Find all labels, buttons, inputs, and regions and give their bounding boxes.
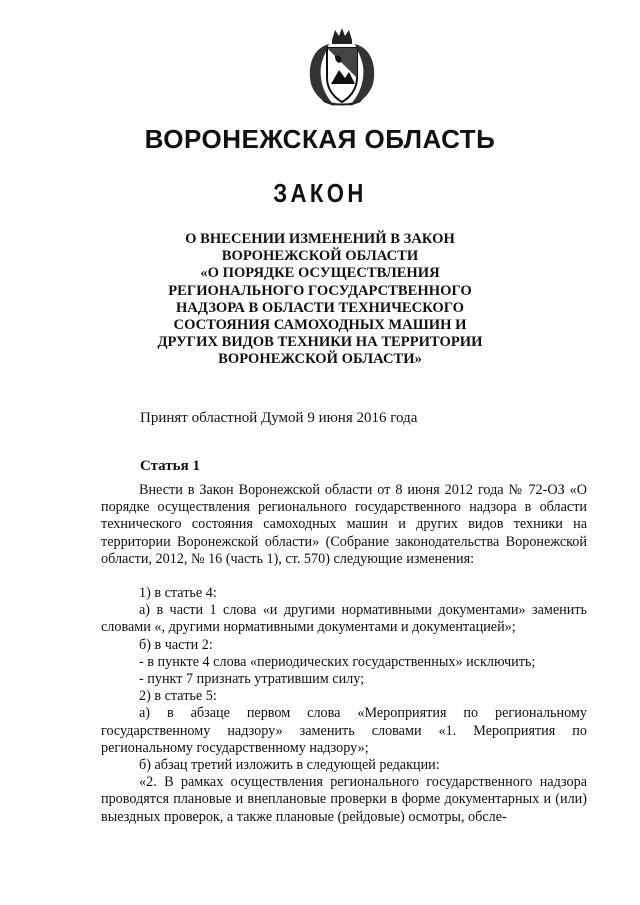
- paragraph: б) в части 2:: [139, 636, 213, 653]
- subject-line: ДРУГИХ ВИДОВ ТЕХНИКИ НА ТЕРРИТОРИИ: [157, 334, 483, 351]
- subject-line: ВОРОНЕЖСКОЙ ОБЛАСТИ: [221, 248, 419, 265]
- adoption-note: Принят областной Думой 9 июня 2016 года: [140, 410, 418, 426]
- law-title: ЗАКОН: [273, 178, 367, 208]
- paragraph: 2) в статье 5:: [139, 688, 217, 705]
- paragraph: - в пункте 4 слова «периодических государственных» исключить;: [139, 653, 536, 670]
- paragraph: а) в абзаце первом слова «Мероприятия по региональному государственному надзору» заменить словами «1. Мероприятия по региональному государственному надзору»;: [101, 705, 587, 756]
- coat-of-arms-icon: [299, 26, 385, 112]
- subject-line: «О ПОРЯДКЕ ОСУЩЕСТВЛЕНИЯ: [200, 265, 440, 282]
- subject-line: ВОРОНЕЖСКОЙ ОБЛАСТИ»: [218, 351, 422, 368]
- law-subject: [80, 231, 560, 369]
- paragraph: - пункт 7 признать утратившим силу;: [139, 671, 365, 688]
- subject-line: РЕГИОНАЛЬНОГО ГОСУДАРСТВЕННОГО: [168, 282, 472, 299]
- article-body: [101, 482, 587, 826]
- subject-line: О ВНЕСЕНИИ ИЗМЕНЕНИЙ В ЗАКОН: [185, 231, 455, 247]
- paragraph: «2. В рамках осуществления регионального государственного надзора проводятся плановые и внеплановые проверки в форме документарных и (или) выездных проверок, а также плановые (рейдовые) осмотры, обсле-: [101, 774, 587, 825]
- region-title: ВОРОНЕЖСКАЯ ОБЛАСТЬ: [144, 124, 496, 154]
- subject-line: СОСТОЯНИЯ САМОХОДНЫХ МАШИН И: [173, 317, 467, 334]
- paragraph: Внести в Закон Воронежской области от 8 июня 2012 года № 72-ОЗ «О порядке осуществления регионального государственного надзора в области технического состояния самоходных машин и других видов техники на территории Воронежской области» (Собрание законодательства Воронежской области, 2012, № 16 (часть 1), ст. 570) следующие изменения:: [101, 482, 587, 567]
- subject-line: НАДЗОРА В ОБЛАСТИ ТЕХНИЧЕСКОГО: [175, 299, 465, 316]
- paragraph: а) в части 1 слова «и другими нормативными документами» заменить словами «, другими нормативными документами и документацией»;: [101, 602, 587, 636]
- article-heading: Статья 1: [140, 458, 200, 474]
- paragraph: б) абзац третий изложить в следующей редакции:: [139, 757, 440, 774]
- paragraph: 1) в статье 4:: [139, 585, 217, 602]
